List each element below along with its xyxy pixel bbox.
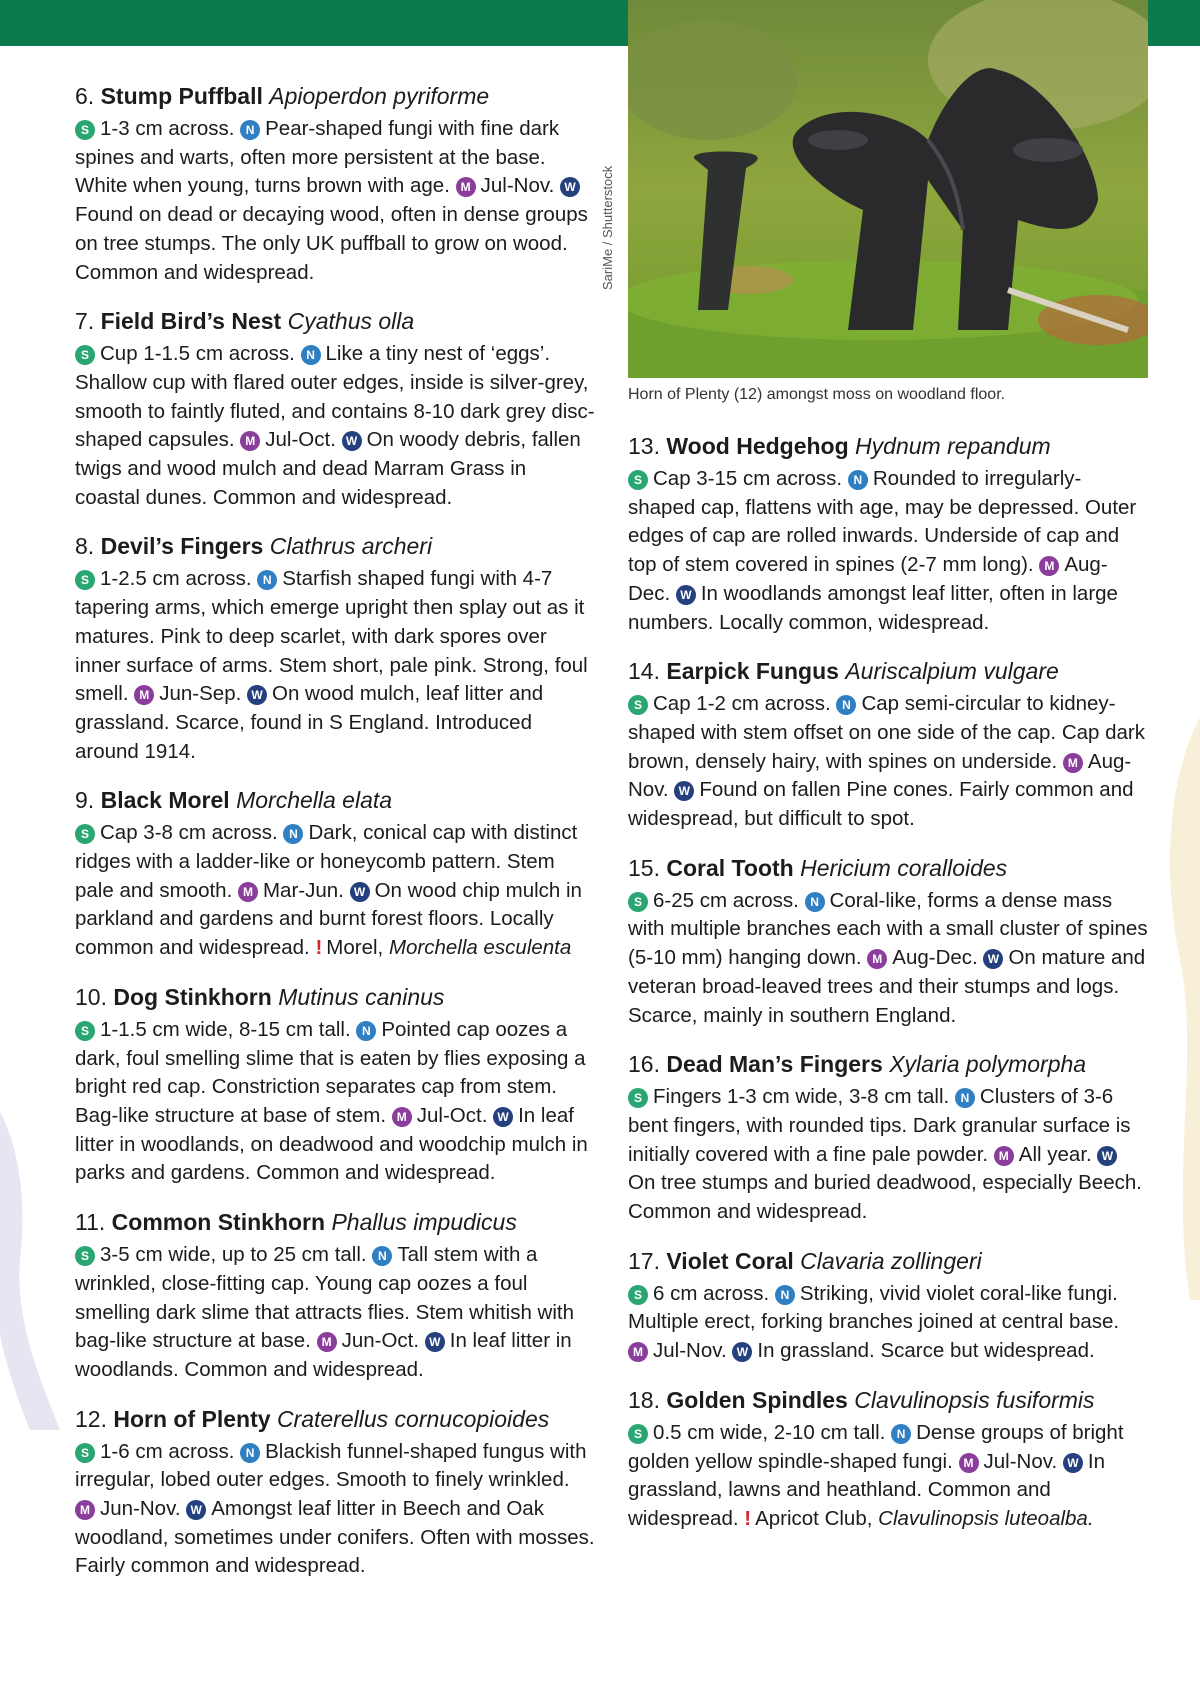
notes-icon: N bbox=[805, 892, 825, 912]
size-icon: S bbox=[75, 1246, 95, 1266]
latin-name: Xylaria polymorpha bbox=[889, 1051, 1087, 1078]
notes-icon: N bbox=[257, 570, 277, 590]
months-text: Aug-Dec. bbox=[628, 553, 1108, 605]
size-icon: S bbox=[628, 470, 648, 490]
months-icon: M bbox=[238, 882, 258, 902]
species-number: 7. bbox=[75, 308, 95, 335]
common-name: Field Bird’s Nest bbox=[100, 308, 282, 335]
species-title bbox=[75, 80, 595, 112]
species-number: 13. bbox=[628, 433, 660, 459]
species-title bbox=[628, 1384, 1148, 1416]
species-title bbox=[628, 655, 1148, 687]
months-icon: M bbox=[392, 1107, 412, 1127]
size-text: Cap 3-15 cm across. bbox=[653, 467, 843, 490]
where-icon: W bbox=[186, 1500, 206, 1520]
species-description bbox=[75, 819, 595, 963]
months-icon: M bbox=[1063, 753, 1083, 773]
where-text: On woody debris, fallen twigs and wood mulch and dead Marram Grass in coastal dunes. Common and widespread. bbox=[75, 428, 581, 509]
species-title bbox=[75, 1206, 595, 1238]
species-title bbox=[75, 305, 595, 337]
notes-icon: N bbox=[301, 345, 321, 365]
species-entry bbox=[628, 1384, 1148, 1534]
species-title bbox=[75, 981, 595, 1013]
size-text: Fingers 1-3 cm wide, 3-8 cm tall. bbox=[653, 1085, 950, 1109]
species-title bbox=[75, 530, 595, 562]
lookalike-warning bbox=[315, 936, 571, 959]
months-icon: M bbox=[959, 1453, 979, 1473]
where-text: Found on fallen Pine cones. Fairly common and widespread, but difficult to spot. bbox=[628, 778, 1134, 831]
notes-icon: N bbox=[356, 1021, 376, 1041]
notes-icon: N bbox=[372, 1246, 392, 1266]
where-text: In woodlands amongst leaf litter, often in large numbers. Locally common, widespread. bbox=[628, 581, 1118, 634]
species-title bbox=[75, 784, 595, 816]
size-text: 3-5 cm wide, up to 25 cm tall. bbox=[100, 1243, 367, 1267]
where-icon: W bbox=[983, 949, 1003, 969]
where-text: In leaf litter in woodlands, on deadwood and woodchip mulch in parks and gardens. Common and widespread. bbox=[75, 1103, 588, 1185]
common-name: Earpick Fungus bbox=[666, 658, 839, 685]
species-number: 6. bbox=[75, 83, 95, 109]
latin-name: Morchella elata bbox=[236, 787, 393, 814]
size-icon: S bbox=[628, 892, 648, 912]
where-text: In grassland, lawns and heathland. Common and widespread. bbox=[628, 1449, 1105, 1530]
size-icon: S bbox=[628, 1285, 648, 1305]
latin-name: Hydnum repandum bbox=[855, 433, 1051, 459]
where-text: In grassland. Scarce but widespread. bbox=[757, 1339, 1095, 1363]
notes-icon: N bbox=[891, 1424, 911, 1444]
species-entry bbox=[75, 1403, 595, 1582]
where-text: On wood mulch, leaf litter and grassland. Scarce, found in S England. Introduced around 1914. bbox=[75, 682, 544, 763]
size-text: Cup 1-1.5 cm across. bbox=[100, 342, 295, 366]
size-text: 6-25 cm across. bbox=[653, 888, 799, 912]
size-icon: S bbox=[628, 1088, 648, 1108]
notes-text: Rounded to irregularly-shaped cap, flattens with age, may be depressed. Outer edges of cap are rolled inwards. Underside of cap and top of stem covered in spines (2-7 mm long). bbox=[628, 467, 1137, 577]
where-icon: W bbox=[342, 431, 362, 451]
notes-text: Blackish funnel-shaped fungus with irregular, lobed outer edges. Smooth to finely wrinkled. bbox=[75, 1439, 587, 1492]
species-entry bbox=[75, 981, 595, 1188]
size-icon: S bbox=[628, 1424, 648, 1444]
notes-icon: N bbox=[283, 824, 303, 844]
species-entry bbox=[628, 430, 1148, 637]
warning-text: Morel, bbox=[326, 936, 384, 960]
months-icon: M bbox=[75, 1500, 95, 1520]
common-name: Common Stinkhorn bbox=[111, 1209, 326, 1236]
months-icon: M bbox=[456, 177, 476, 197]
notes-text: Pointed cap oozes a dark, foul smelling slime that is eaten by flies exposing a bright red cap. Constriction separates cap from stem. Bag-like structure at base of stem. bbox=[75, 1017, 586, 1127]
species-description bbox=[628, 1280, 1148, 1366]
species-number: 10. bbox=[75, 983, 107, 1010]
lookalike-warning bbox=[744, 1507, 1093, 1530]
notes-icon: N bbox=[240, 120, 260, 140]
species-number: 14. bbox=[628, 658, 660, 685]
species-title bbox=[628, 1245, 1148, 1277]
warning-icon: ! bbox=[315, 936, 323, 960]
warning-latin: Morchella esculenta bbox=[388, 936, 572, 960]
size-text: 1-6 cm across. bbox=[100, 1439, 235, 1463]
common-name: Dead Man’s Fingers bbox=[666, 1051, 883, 1078]
species-description bbox=[628, 887, 1148, 1031]
species-entry bbox=[628, 852, 1148, 1031]
months-text: Aug-Dec. bbox=[892, 946, 978, 970]
months-icon: M bbox=[994, 1146, 1014, 1166]
common-name: Dog Stinkhorn bbox=[113, 983, 272, 1010]
species-title bbox=[628, 852, 1148, 884]
where-text: On mature and veteran broad-leaved trees and their stumps and logs. Scarce, mainly in southern England. bbox=[628, 946, 1146, 1027]
size-text: 6 cm across. bbox=[653, 1281, 770, 1305]
size-text: Cap 3-8 cm across. bbox=[100, 821, 278, 845]
where-icon: W bbox=[493, 1107, 513, 1127]
notes-icon: N bbox=[775, 1285, 795, 1305]
months-text: Mar-Jun. bbox=[262, 878, 344, 902]
months-text: Jul-Nov. bbox=[480, 174, 555, 198]
notes-text: Striking, vivid violet coral-like fungi. Multiple erect, forking branches joined at central base. bbox=[628, 1281, 1120, 1334]
size-text: 1-1.5 cm wide, 8-15 cm tall. bbox=[100, 1017, 351, 1041]
size-icon: S bbox=[75, 824, 95, 844]
notes-text: Pear-shaped fungi with fine dark spines and warts, often more persistent at the base. White when young, turns brown with age. bbox=[75, 117, 560, 198]
notes-text: Dense groups of bright golden yellow spindle-shaped fungi. bbox=[628, 1420, 1124, 1473]
size-text: 0.5 cm wide, 2-10 cm tall. bbox=[653, 1420, 886, 1444]
species-description bbox=[75, 1438, 595, 1582]
where-icon: W bbox=[350, 882, 370, 902]
warning-icon: ! bbox=[744, 1506, 752, 1530]
common-name: Wood Hedgehog bbox=[666, 433, 849, 459]
photo-caption: Horn of Plenty (12) amongst moss on woodland floor. bbox=[628, 386, 1006, 403]
notes-text: Like a tiny nest of ‘eggs’. Shallow cup with flared outer edges, inside is silver-grey, smooth to faintly fluted, and contains 8-10 dark grey disc-shaped capsules. bbox=[75, 342, 595, 452]
where-icon: W bbox=[732, 1342, 752, 1362]
size-icon: S bbox=[75, 345, 95, 365]
notes-text: Cap semi-circular to kidney-shaped with stem offset on one side of the cap. Cap dark brown, densely hairy, with spines on underside. bbox=[628, 692, 1145, 773]
months-text: Jul-Oct. bbox=[265, 428, 336, 452]
species-description bbox=[75, 1016, 595, 1188]
species-number: 15. bbox=[628, 854, 660, 881]
where-icon: W bbox=[674, 781, 694, 801]
latin-name: Clathrus archeri bbox=[269, 533, 433, 560]
species-title bbox=[75, 1403, 595, 1435]
latin-name: Phallus impudicus bbox=[331, 1209, 517, 1236]
notes-text: Clusters of 3-6 bent fingers, with rounded tips. Dark granular surface is initially covered with a fine pale powder. bbox=[628, 1085, 1131, 1166]
months-icon: M bbox=[867, 949, 887, 969]
latin-name: Clavulinopsis fusiformis bbox=[854, 1386, 1095, 1413]
months-icon: M bbox=[628, 1342, 648, 1362]
size-icon: S bbox=[75, 120, 95, 140]
notes-text: Starfish shaped fungi with 4-7 tapering arms, which emerge upright then splay out as it matures. Pink to deep scarlet, with dark spores over inner surface of arms. Stem short, pale pink. Strong, foul smell. bbox=[75, 567, 588, 706]
common-name: Violet Coral bbox=[666, 1247, 794, 1274]
species-entry bbox=[628, 1048, 1148, 1227]
months-text: Jun-Oct. bbox=[341, 1329, 420, 1353]
size-icon: S bbox=[75, 570, 95, 590]
where-text: In leaf litter in woodlands. Common and widespread. bbox=[75, 1329, 572, 1381]
species-number: 9. bbox=[75, 787, 95, 814]
right-column bbox=[628, 430, 1148, 1552]
months-text: Jul-Nov. bbox=[653, 1339, 727, 1363]
species-entry bbox=[628, 655, 1148, 834]
species-title bbox=[628, 430, 1148, 462]
species-entry bbox=[75, 784, 595, 963]
months-icon: M bbox=[317, 1332, 337, 1352]
species-description bbox=[75, 115, 595, 287]
size-icon: S bbox=[75, 1021, 95, 1041]
where-text: On wood chip mulch in parkland and gardens and burnt forest floors. Locally common and widespread. bbox=[75, 878, 582, 960]
species-description bbox=[628, 1083, 1148, 1227]
notes-text: Dark, conical cap with distinct ridges with a ladder-like or honeycomb pattern. Stem pale and smooth. bbox=[75, 821, 578, 902]
size-icon: S bbox=[75, 1443, 95, 1463]
species-entry bbox=[628, 1245, 1148, 1366]
species-number: 11. bbox=[75, 1209, 106, 1236]
latin-name: Apioperdon pyriforme bbox=[269, 83, 490, 109]
months-text: All year. bbox=[1018, 1142, 1092, 1166]
left-column bbox=[75, 80, 595, 1599]
latin-name: Mutinus caninus bbox=[278, 983, 445, 1010]
latin-name: Hericium coralloides bbox=[800, 854, 1008, 881]
where-icon: W bbox=[1063, 1453, 1083, 1473]
months-icon: M bbox=[240, 431, 260, 451]
common-name: Golden Spindles bbox=[666, 1386, 848, 1413]
common-name: Devil’s Fingers bbox=[100, 533, 264, 560]
months-icon: M bbox=[134, 685, 154, 705]
species-description bbox=[628, 690, 1148, 834]
where-icon: W bbox=[425, 1332, 445, 1352]
decorative-fungus-right bbox=[1150, 700, 1200, 1300]
notes-text: Tall stem with a wrinkled, close-fitting cap. Young cap oozes a foul smelling dark slime that attracts flies. Stem whitish with bag-like structure at base. bbox=[75, 1243, 574, 1353]
where-text: Amongst leaf litter in Beech and Oak woodland, sometimes under conifers. Often with mosses. Fairly common and widespread. bbox=[75, 1497, 595, 1578]
decorative-fungus-left bbox=[0, 1060, 80, 1440]
size-icon: S bbox=[628, 695, 648, 715]
notes-text: Coral-like, forms a dense mass with multiple branches each with a small cluster of spines (5-10 mm) hanging down. bbox=[628, 888, 1148, 970]
common-name: Stump Puffball bbox=[100, 83, 263, 109]
species-number: 17. bbox=[628, 1247, 660, 1274]
species-title bbox=[628, 1048, 1148, 1080]
latin-name: Clavaria zollingeri bbox=[800, 1247, 982, 1274]
warning-text: Apricot Club, bbox=[755, 1506, 873, 1530]
warning-latin: Clavulinopsis luteoalba. bbox=[878, 1506, 1094, 1530]
size-text: 1-2.5 cm across. bbox=[100, 567, 252, 591]
months-text: Jun-Sep. bbox=[159, 682, 242, 706]
photo-credit: SariMe / Shutterstock bbox=[600, 165, 615, 290]
common-name: Coral Tooth bbox=[666, 854, 794, 881]
where-icon: W bbox=[676, 585, 696, 605]
where-icon: W bbox=[247, 685, 267, 705]
notes-icon: N bbox=[836, 695, 856, 715]
species-description bbox=[628, 1419, 1148, 1534]
species-entry bbox=[75, 1206, 595, 1385]
notes-icon: N bbox=[848, 470, 868, 490]
species-number: 18. bbox=[628, 1386, 660, 1413]
latin-name: Craterellus cornucopioides bbox=[276, 1405, 550, 1432]
size-text: 1-3 cm across. bbox=[100, 117, 235, 140]
months-text: Aug-Nov. bbox=[628, 749, 1132, 802]
species-description bbox=[75, 565, 595, 766]
species-entry bbox=[75, 80, 595, 287]
common-name: Horn of Plenty bbox=[113, 1405, 271, 1432]
species-number: 16. bbox=[628, 1051, 660, 1078]
species-number: 8. bbox=[75, 533, 95, 560]
species-entry bbox=[75, 530, 595, 766]
species-description bbox=[75, 1241, 595, 1385]
horn-of-plenty-photo bbox=[628, 0, 1148, 378]
species-entry bbox=[75, 305, 595, 512]
months-icon: M bbox=[1039, 556, 1059, 576]
where-text: Found on dead or decaying wood, often in dense groups on tree stumps. The only UK puffball to grow on wood. Common and widespread. bbox=[75, 203, 588, 284]
species-number: 12. bbox=[75, 1405, 107, 1432]
months-text: Jul-Nov. bbox=[983, 1449, 1058, 1473]
common-name: Black Morel bbox=[100, 787, 230, 814]
months-text: Jul-Oct. bbox=[416, 1103, 488, 1127]
latin-name: Auriscalpium vulgare bbox=[845, 658, 1059, 685]
months-text: Jun-Nov. bbox=[100, 1497, 181, 1521]
where-icon: W bbox=[560, 177, 580, 197]
size-text: Cap 1-2 cm across. bbox=[653, 692, 831, 716]
notes-icon: N bbox=[955, 1088, 975, 1108]
species-description bbox=[628, 465, 1148, 637]
species-description bbox=[75, 340, 595, 512]
where-icon: W bbox=[1097, 1146, 1117, 1166]
where-text: On tree stumps and buried deadwood, especially Beech. Common and widespread. bbox=[628, 1171, 1142, 1224]
notes-icon: N bbox=[240, 1443, 260, 1463]
latin-name: Cyathus olla bbox=[287, 308, 415, 335]
